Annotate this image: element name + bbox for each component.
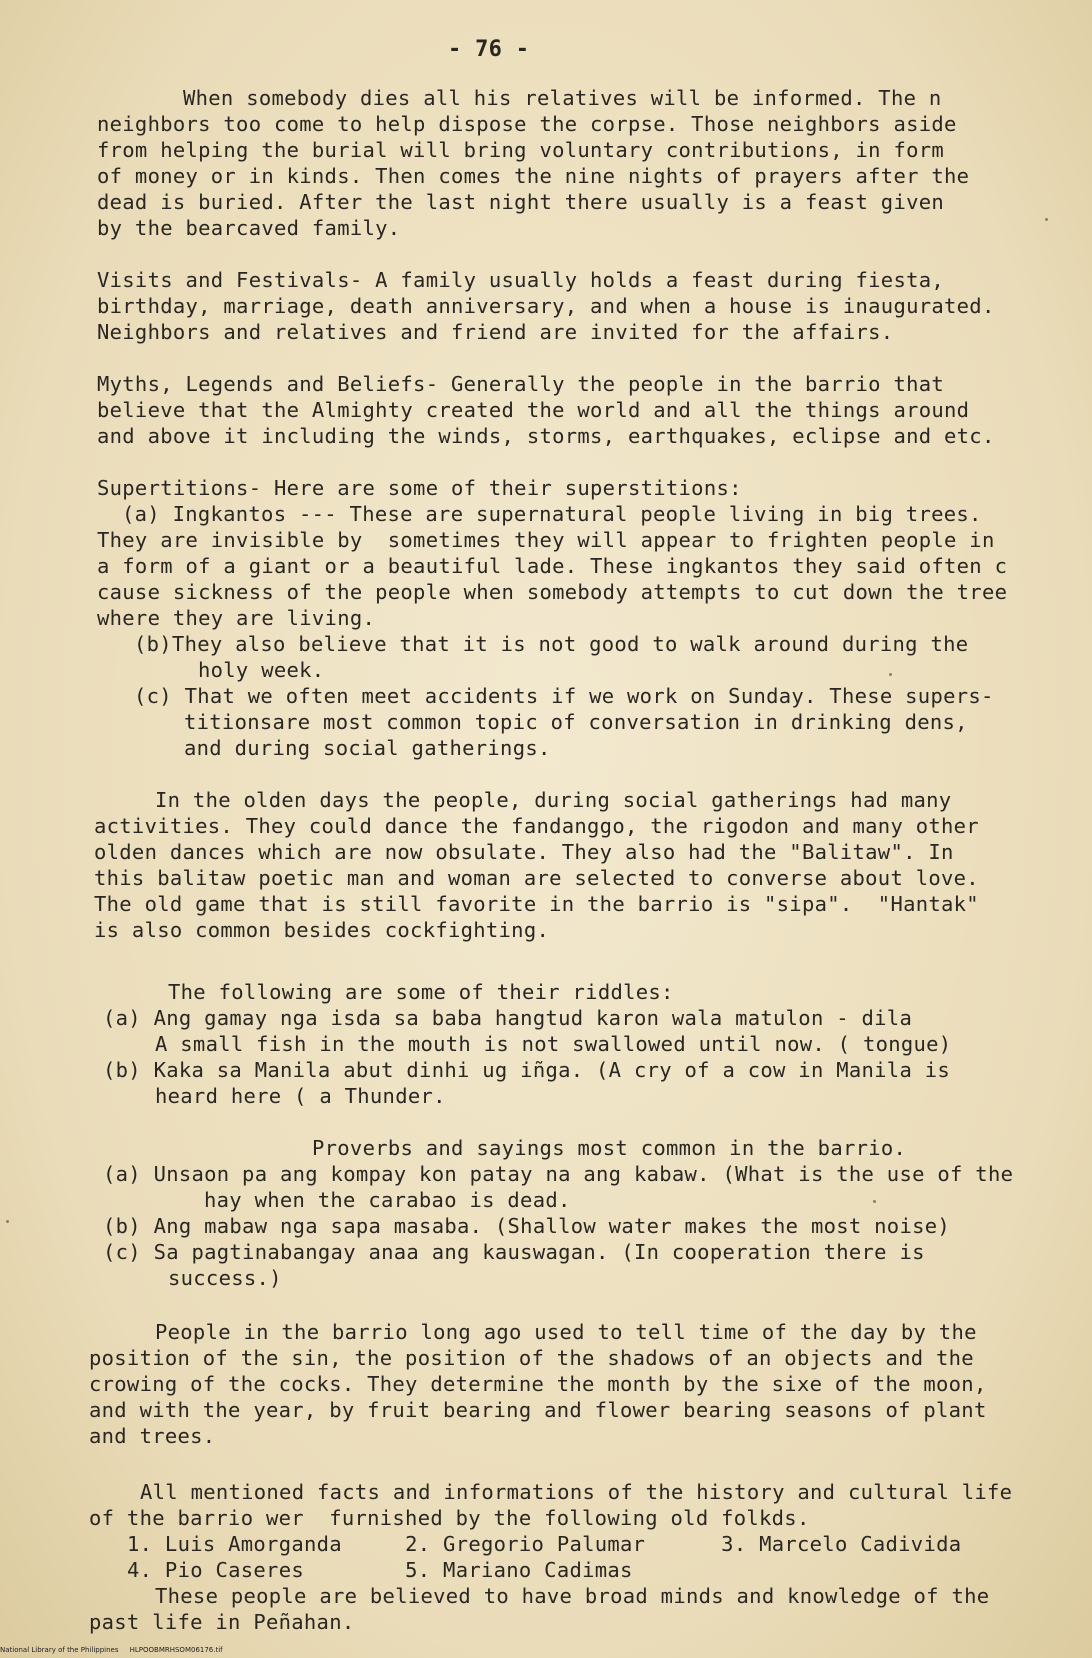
informant-list-line: 4. Pio Caseres 5. Mariano Cadimas bbox=[127, 1558, 633, 1582]
text-line: and with the year, by fruit bearing and flower bearing seasons of plant bbox=[89, 1398, 987, 1422]
text-line: olden dances which are now obsulate. They also had the "Balitaw". In bbox=[94, 840, 954, 864]
text-line: where they are living. bbox=[97, 606, 376, 630]
text-line: (b) Ang mabaw nga sapa masaba. (Shallow water makes the most noise) bbox=[103, 1214, 951, 1238]
text-line: dead is buried. After the last night there usually is a feast given bbox=[97, 190, 945, 214]
text-line: by the bearcaved family. bbox=[97, 216, 401, 240]
text-line: (a) Ang gamay nga isda sa baba hangtud karon wala matulon - dila bbox=[103, 1006, 913, 1030]
text-line: birthday, marriage, death anniversary, and when a house is inaugurated. bbox=[97, 294, 995, 318]
scan-speck bbox=[6, 1220, 9, 1223]
scan-footer-caption: National Library of the Philippines HLPOOBMRHSOM06176.tif bbox=[0, 1646, 223, 1654]
text-line: When somebody dies all his relatives will be informed. The n bbox=[183, 86, 942, 110]
text-line: of money or in kinds. Then comes the nine nights of prayers after the bbox=[97, 164, 970, 188]
text-line: cause sickness of the people when somebody attempts to cut down the tree bbox=[97, 580, 1008, 604]
text-line: holy week. bbox=[198, 658, 325, 682]
text-line: success.) bbox=[168, 1266, 282, 1290]
scan-speck bbox=[873, 1200, 876, 1203]
text-line: hay when the carabao is dead. bbox=[204, 1188, 571, 1212]
text-line: Supertitions- Here are some of their superstitions: bbox=[97, 476, 742, 500]
text-line: They are invisible by sometimes they will appear to frighten people in bbox=[97, 528, 995, 552]
text-line: The following are some of their riddles: bbox=[168, 980, 674, 1004]
text-line: People in the barrio long ago used to tell time of the day by the bbox=[155, 1320, 977, 1344]
text-line: and above it including the winds, storms, earthquakes, eclipse and etc. bbox=[97, 424, 995, 448]
text-line: In the olden days the people, during social gatherings had many bbox=[155, 788, 952, 812]
informant-list-line: 1. Luis Amorganda 2. Gregorio Palumar 3. Marcelo Cadivida bbox=[127, 1532, 962, 1556]
text-line: position of the sin, the position of the shadows of an objects and the bbox=[89, 1346, 974, 1370]
page-number: - 76 - bbox=[448, 37, 530, 62]
text-line: Proverbs and sayings most common in the barrio. bbox=[312, 1136, 907, 1160]
text-line: A small fish in the mouth is not swallowed until now. ( tongue) bbox=[155, 1032, 952, 1056]
text-line: Neighbors and relatives and friend are invited for the affairs. bbox=[97, 320, 894, 344]
text-line: from helping the burial will bring voluntary contributions, in form bbox=[97, 138, 945, 162]
scan-speck bbox=[889, 673, 892, 676]
text-line: crowing of the cocks. They determine the month by the sixe of the moon, bbox=[89, 1372, 987, 1396]
text-line: this balitaw poetic man and woman are selected to converse about love. bbox=[94, 866, 979, 890]
text-line: All mentioned facts and informations of the history and cultural life bbox=[140, 1480, 1013, 1504]
text-line: (c) Sa pagtinabangay anaa ang kauswagan. (In cooperation there is bbox=[103, 1240, 925, 1264]
text-line: of the barrio wer furnished by the following old folkds. bbox=[89, 1506, 810, 1530]
text-line: (c) That we often meet accidents if we work on Sunday. These supers- bbox=[134, 684, 994, 708]
text-line: and during social gatherings. bbox=[184, 736, 551, 760]
text-line: titionsare most common topic of conversation in drinking dens, bbox=[184, 710, 968, 734]
text-line: activities. They could dance the fandanggo, the rigodon and many other bbox=[94, 814, 979, 838]
scan-speck bbox=[1045, 218, 1048, 221]
text-line: (b) Kaka sa Manila abut dinhi ug iñga. (A cry of a cow in Manila is bbox=[103, 1058, 951, 1082]
text-line: (b)They also believe that it is not good to walk around during the bbox=[134, 632, 969, 656]
text-line: a form of a giant or a beautiful lade. These ingkantos they said often c bbox=[97, 554, 1008, 578]
text-line: Myths, Legends and Beliefs- Generally the people in the barrio that bbox=[97, 372, 945, 396]
text-line: past life in Peñahan. bbox=[89, 1610, 355, 1634]
text-line: The old game that is still favorite in the barrio is "sipa". "Hantak" bbox=[94, 892, 979, 916]
text-line: and trees. bbox=[89, 1424, 216, 1448]
text-line: These people are believed to have broad minds and knowledge of the bbox=[155, 1584, 990, 1608]
text-line: (a) Ingkantos --- These are supernatural people living in big trees. bbox=[122, 502, 982, 526]
text-line: Visits and Festivals- A family usually holds a feast during fiesta, bbox=[97, 268, 945, 292]
text-line: neighbors too come to help dispose the corpse. Those neighbors aside bbox=[97, 112, 957, 136]
text-line: believe that the Almighty created the world and all the things around bbox=[97, 398, 970, 422]
text-line: is also common besides cockfighting. bbox=[94, 918, 550, 942]
text-line: (a) Unsaon pa ang kompay kon patay na ang kabaw. (What is the use of the bbox=[103, 1162, 1014, 1186]
text-line: heard here ( a Thunder. bbox=[155, 1084, 446, 1108]
